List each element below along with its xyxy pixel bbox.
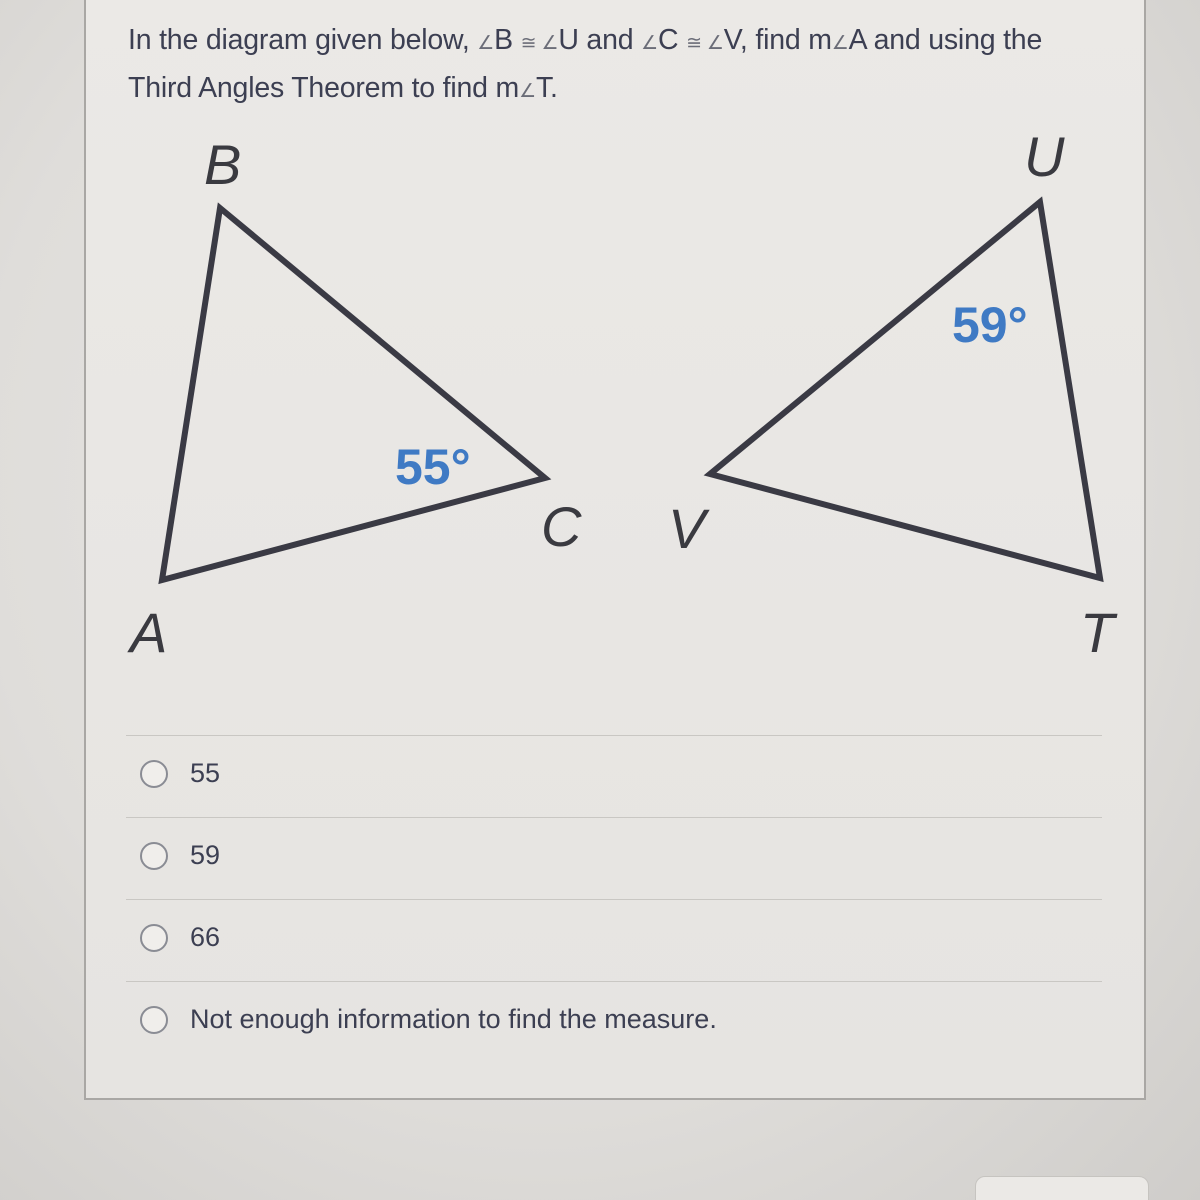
angle-symbol: ∠ <box>641 33 658 54</box>
next-button[interactable] <box>975 1176 1149 1200</box>
angle-symbol: ∠ <box>536 33 559 54</box>
triangle-abc <box>162 208 545 580</box>
angle-c-measure: 55° <box>395 439 471 495</box>
question-angle-b: B <box>494 24 521 56</box>
angle-symbol: ∠ <box>477 33 495 54</box>
radio-button[interactable] <box>140 924 168 952</box>
answer-options <box>126 735 1102 1063</box>
angle-symbol: ∠ <box>831 33 849 54</box>
radio-button[interactable] <box>140 1006 168 1034</box>
triangle-uvt <box>710 202 1100 578</box>
question-angle-a: A and using the Third Angles Theorem to find m <box>128 24 1043 104</box>
option-label[interactable]: 55 <box>190 758 221 788</box>
vertex-label-u: U <box>1024 125 1065 188</box>
radio-button[interactable] <box>140 760 168 788</box>
answer-option-59[interactable] <box>126 817 1102 899</box>
vertex-label-t: T <box>1080 601 1115 664</box>
radio-button[interactable] <box>140 842 168 870</box>
question-angle-v: V, find m <box>723 24 832 56</box>
answer-option-not-enough-info[interactable] <box>126 981 1102 1063</box>
answer-option-66[interactable] <box>126 899 1102 981</box>
question-angle-t: T. <box>535 72 558 104</box>
congruent-symbol: ≅ <box>520 33 537 54</box>
angle-u-measure: 59° <box>952 297 1028 353</box>
option-label[interactable]: Not enough information to find the measure. <box>190 1004 717 1034</box>
question-angle-c: C <box>657 24 687 56</box>
question-angle-u: U and <box>558 24 642 56</box>
answer-option-55[interactable] <box>126 735 1102 817</box>
angle-symbol: ∠ <box>701 33 724 54</box>
vertex-label-c: C <box>541 495 582 558</box>
angle-symbol: ∠ <box>519 81 536 102</box>
vertex-label-v: V <box>668 497 706 560</box>
question-intro: In the diagram given below, <box>128 24 478 56</box>
option-label[interactable]: 66 <box>190 922 221 952</box>
option-label[interactable]: 59 <box>190 840 221 870</box>
vertex-label-b: B <box>204 133 242 196</box>
vertex-label-a: A <box>130 601 168 664</box>
congruent-symbol: ≅ <box>686 33 702 54</box>
